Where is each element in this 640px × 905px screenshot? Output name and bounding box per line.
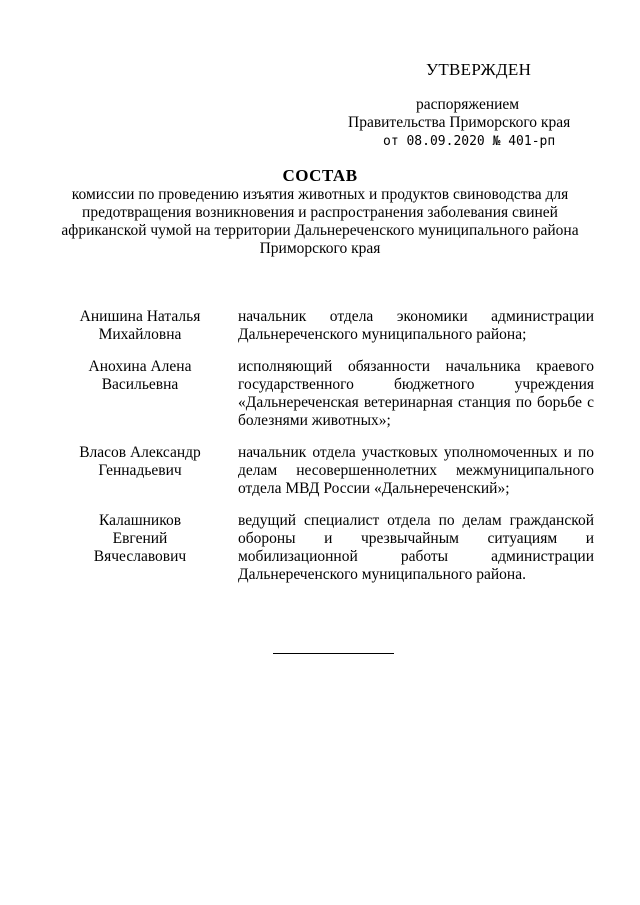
approval-line-government: Правительства Приморского края (348, 114, 571, 131)
document-subtitle: комиссии по проведению изъятия животных и продуктов свиноводства для предотвращения возникновения и распространения заболевания свиней африканской чумой на территории Дальнереченского муниципального района Приморского края (61, 186, 579, 257)
member-name: Анохина Алена Васильевна (88, 358, 192, 393)
member-row (70, 512, 600, 584)
member-name: Власов Александр Геннадьевич (79, 444, 201, 479)
approval-line-order: распоряжением (416, 96, 520, 113)
approved-heading: УТВЕРЖДЕН (426, 60, 532, 79)
member-role: начальник отдела участковых уполномоченных и по делам несовершеннолетних межмуниципального отдела МВД России «Дальнереченский»; (238, 444, 594, 497)
member-role: начальник отдела экономики администрации Дальнереченского муниципального района; (238, 308, 594, 343)
member-row (70, 308, 600, 344)
member-row (70, 358, 600, 430)
member-row (70, 444, 600, 498)
member-role: ведущий специалист отдела по делам гражданской обороны и чрезвычайным ситуациям и мобилизационной работы администрации Дальнереченского муниципального района. (238, 512, 594, 583)
members-list (70, 308, 600, 594)
document-title: СОСТАВ (282, 166, 358, 185)
approval-line-number: от 08.09.2020 № 401-рп (383, 134, 556, 149)
end-divider (273, 653, 394, 654)
member-name: Калашников Евгений Вячеславович (93, 512, 187, 565)
member-name: Анишина Наталья Михайловна (79, 308, 201, 343)
member-role: исполняющий обязанности начальника краевого государственного бюджетного учреждения «Дальнереченская ветеринарная станция по борьбе с болезнями животных»; (238, 358, 594, 429)
